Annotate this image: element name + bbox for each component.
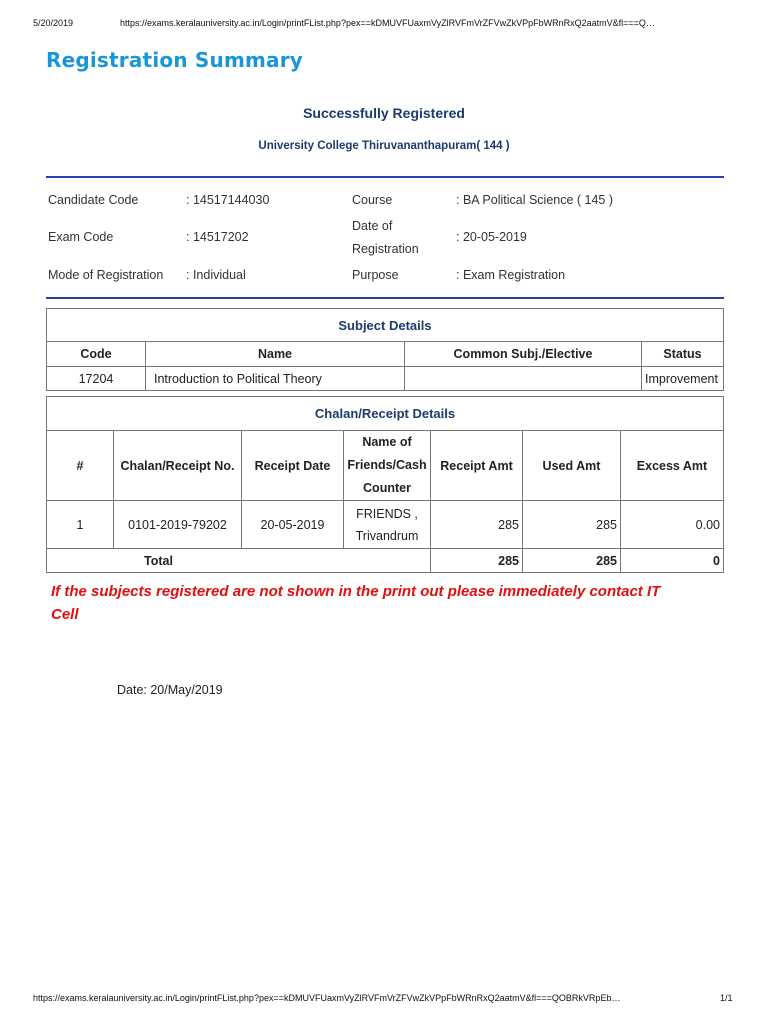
used-amount: 285 (523, 501, 621, 549)
status-message: Successfully Registered (303, 105, 465, 121)
total-used-amount: 285 (523, 549, 621, 573)
divider-top (46, 176, 724, 178)
subject-status: Improvement (642, 367, 724, 391)
subject-common-elective (405, 367, 642, 391)
col-header-used-amt: Used Amt (523, 431, 621, 501)
chalan-details-title: Chalan/Receipt Details (47, 397, 724, 431)
course-label: Course (352, 193, 393, 207)
exam-code-value: : 14517202 (186, 230, 249, 244)
print-header-url: https://exams.keralauniversity.ac.in/Login/printFList.php?pex==kDMUVFUaxmVyZlRVFmVrZFVwZkVPpFbWRnRxQ2aatmV&fl===Q… (120, 18, 655, 28)
receipt-amount: 285 (431, 501, 523, 549)
exam-code-label: Exam Code (48, 230, 114, 244)
divider-bottom (46, 297, 724, 299)
col-header-receipt-date: Receipt Date (242, 431, 344, 501)
print-header-date: 5/20/2019 (33, 18, 74, 28)
subject-code: 17204 (47, 367, 146, 391)
col-header-receipt-no: Chalan/Receipt No. (114, 431, 242, 501)
mode-value: : Individual (186, 268, 246, 282)
table-row (47, 367, 724, 391)
total-row (47, 549, 724, 573)
purpose-value: : Exam Registration (456, 268, 566, 282)
table-row (47, 501, 724, 549)
print-date: Date: 20/May/2019 (117, 683, 223, 697)
subject-name: Introduction to Political Theory (146, 367, 405, 391)
print-footer-page: 1/1 (720, 993, 733, 1003)
col-header-excess-amt: Excess Amt (621, 431, 724, 501)
mode-label: Mode of Registration (48, 268, 164, 282)
col-header-common-subj: Common Subj./Elective (405, 342, 642, 367)
candidate-code-value: : 14517144030 (186, 193, 270, 207)
subject-details-title: Subject Details (47, 309, 724, 342)
col-header-name: Name (146, 342, 405, 367)
receipt-number: 0101-2019-79202 (114, 501, 242, 549)
receipt-counter: FRIENDS , Trivandrum (344, 501, 431, 549)
total-excess-amount: 0 (621, 549, 724, 573)
date-of-registration-value: : 20-05-2019 (456, 230, 527, 244)
date-of-registration-label: Date of Registration (352, 219, 419, 256)
purpose-label: Purpose (352, 268, 399, 282)
college-name: University College Thiruvananthapuram( 144 ) (258, 140, 510, 152)
receipt-date: 20-05-2019 (242, 501, 344, 549)
col-header-index: # (47, 431, 114, 501)
col-header-receipt-amt: Receipt Amt (431, 431, 523, 501)
col-header-status: Status (642, 342, 724, 367)
subject-details-table (46, 308, 724, 391)
excess-amount: 0.00 (621, 501, 724, 549)
page-title: Registration Summary (46, 48, 304, 72)
chalan-details-table (46, 396, 724, 573)
course-value: : BA Political Science ( 145 ) (456, 193, 614, 207)
total-receipt-amount: 285 (431, 549, 523, 573)
total-label: Total (47, 549, 431, 573)
col-header-code: Code (47, 342, 146, 367)
candidate-code-label: Candidate Code (48, 193, 139, 207)
print-footer-url: https://exams.keralauniversity.ac.in/Login/printFList.php?pex==kDMUVFUaxmVyZlRVFmVrZFVwZkVPpFbWRnRxQ2aatmV&fl===QOBRkVRpEb… (33, 993, 621, 1003)
warning-message: If the subjects registered are not shown in the print out please immediately contact IT Cell (51, 583, 661, 623)
receipt-index: 1 (47, 501, 114, 549)
col-header-friends-counter: Name of Friends/Cash Counter (344, 431, 431, 501)
